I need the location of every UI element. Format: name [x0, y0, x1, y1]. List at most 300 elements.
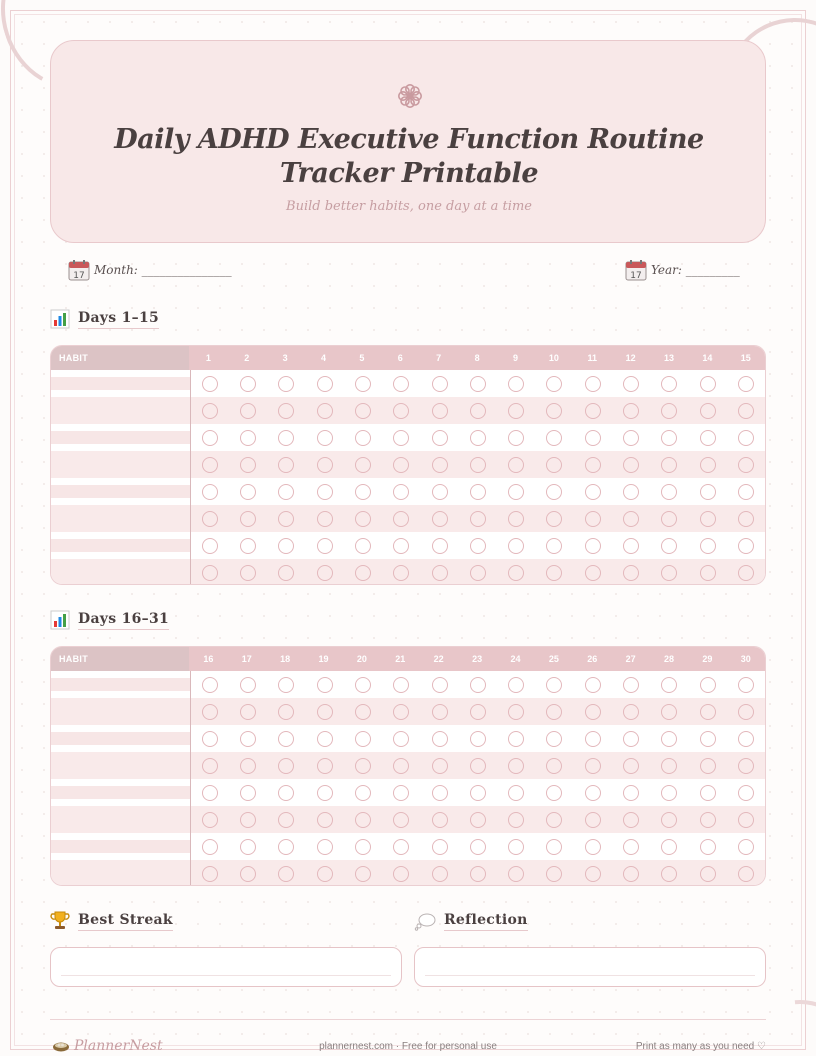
checkbox-circle[interactable]: [470, 785, 486, 801]
checkbox-circle[interactable]: [317, 812, 333, 828]
checkbox-circle[interactable]: [508, 812, 524, 828]
checkbox-circle[interactable]: [661, 866, 677, 882]
check-cell: [344, 451, 382, 478]
checkbox-circle[interactable]: [317, 677, 333, 693]
check-cell: [727, 505, 765, 532]
check-cell: [459, 505, 497, 532]
checkbox-circle[interactable]: [393, 839, 409, 855]
checkbox-circle[interactable]: [278, 677, 294, 693]
checkbox-circle[interactable]: [240, 565, 256, 581]
checkbox-circle[interactable]: [432, 538, 448, 554]
habit-name-cell[interactable]: [51, 725, 191, 752]
checkbox-circle[interactable]: [317, 511, 333, 527]
checkbox-circle[interactable]: [623, 538, 639, 554]
checkbox-circle[interactable]: [546, 812, 562, 828]
checkbox-circle[interactable]: [546, 484, 562, 500]
checkbox-circle[interactable]: [278, 403, 294, 419]
checkbox-circle[interactable]: [278, 538, 294, 554]
checkbox-circle[interactable]: [393, 457, 409, 473]
checkbox-circle[interactable]: [661, 812, 677, 828]
checkbox-circle[interactable]: [508, 677, 524, 693]
checkbox-circle[interactable]: [700, 704, 716, 720]
checkbox-circle[interactable]: [470, 731, 486, 747]
check-cell: [650, 833, 688, 860]
checkbox-circle[interactable]: [700, 538, 716, 554]
checkbox-circle[interactable]: [317, 758, 333, 774]
check-cell: [229, 370, 267, 397]
check-cell: [306, 833, 344, 860]
checkbox-circle[interactable]: [202, 677, 218, 693]
checkbox-circle[interactable]: [432, 731, 448, 747]
checkbox-circle[interactable]: [432, 812, 448, 828]
checkbox-circle[interactable]: [355, 758, 371, 774]
checkbox-circle[interactable]: [278, 731, 294, 747]
checkbox-circle[interactable]: [355, 538, 371, 554]
checkbox-circle[interactable]: [202, 758, 218, 774]
checkbox-circle[interactable]: [661, 457, 677, 473]
checkbox-circle[interactable]: [393, 403, 409, 419]
checkbox-circle[interactable]: [432, 839, 448, 855]
checkbox-circle[interactable]: [738, 565, 754, 581]
checkbox-circle[interactable]: [202, 484, 218, 500]
check-cell: [459, 559, 497, 585]
checkbox-circle[interactable]: [202, 839, 218, 855]
day-column-header: 7: [436, 353, 442, 363]
checkbox-circle[interactable]: [700, 677, 716, 693]
checkbox-circle[interactable]: [202, 812, 218, 828]
checkbox-circle[interactable]: [585, 677, 601, 693]
checkbox-circle[interactable]: [317, 457, 333, 473]
checkbox-circle[interactable]: [508, 511, 524, 527]
checkbox-circle[interactable]: [432, 430, 448, 446]
check-cell: [727, 779, 765, 806]
checkbox-circle[interactable]: [470, 430, 486, 446]
check-cell: [306, 478, 344, 505]
checkbox-circle[interactable]: [470, 403, 486, 419]
checkbox-circle[interactable]: [393, 704, 409, 720]
habit-name-cell[interactable]: [51, 833, 191, 860]
checkbox-circle[interactable]: [432, 866, 448, 882]
checkbox-circle[interactable]: [317, 565, 333, 581]
checkbox-circle[interactable]: [546, 565, 562, 581]
check-cell: [267, 779, 305, 806]
checkbox-circle[interactable]: [546, 704, 562, 720]
checkbox-circle[interactable]: [240, 704, 256, 720]
checkbox-circle[interactable]: [661, 403, 677, 419]
checkbox-circle[interactable]: [585, 565, 601, 581]
checkbox-circle[interactable]: [317, 731, 333, 747]
month-field[interactable]: [68, 258, 232, 282]
checkbox-circle[interactable]: [393, 565, 409, 581]
checkbox-circle[interactable]: [355, 457, 371, 473]
checkbox-circle[interactable]: [202, 457, 218, 473]
check-cell: [382, 532, 420, 559]
checkbox-circle[interactable]: [623, 758, 639, 774]
checkbox-circle[interactable]: [700, 376, 716, 392]
checkbox-circle[interactable]: [240, 376, 256, 392]
check-cell: [382, 478, 420, 505]
checkbox-circle[interactable]: [700, 430, 716, 446]
checkbox-circle[interactable]: [623, 565, 639, 581]
checkbox-circle[interactable]: [585, 812, 601, 828]
checkbox-circle[interactable]: [393, 538, 409, 554]
checkbox-circle[interactable]: [355, 731, 371, 747]
checkbox-circle[interactable]: [623, 839, 639, 855]
checkbox-circle[interactable]: [661, 704, 677, 720]
check-cell: [497, 860, 535, 886]
best-streak-input-box[interactable]: [50, 947, 402, 987]
checkbox-circle[interactable]: [317, 484, 333, 500]
checkbox-circle[interactable]: [355, 704, 371, 720]
checkbox-circle[interactable]: [317, 704, 333, 720]
checkbox-circle[interactable]: [202, 785, 218, 801]
checkbox-circle[interactable]: [202, 511, 218, 527]
checkbox-circle[interactable]: [240, 538, 256, 554]
checkbox-circle[interactable]: [317, 839, 333, 855]
checkbox-circle[interactable]: [240, 866, 256, 882]
checkbox-circle[interactable]: [432, 376, 448, 392]
checkbox-circle[interactable]: [470, 511, 486, 527]
habit-name-cell[interactable]: [51, 806, 191, 833]
checkbox-circle[interactable]: [546, 430, 562, 446]
checkbox-circle[interactable]: [700, 812, 716, 828]
checkbox-circle[interactable]: [546, 839, 562, 855]
checkbox-circle[interactable]: [546, 731, 562, 747]
table-row: [51, 698, 765, 725]
checkbox-circle[interactable]: [355, 785, 371, 801]
checkbox-circle[interactable]: [700, 565, 716, 581]
check-cell: [382, 752, 420, 779]
checkbox-circle[interactable]: [585, 457, 601, 473]
check-cell: [689, 532, 727, 559]
checkbox-circle[interactable]: [738, 704, 754, 720]
check-cell: [727, 397, 765, 424]
checkbox-circle[interactable]: [470, 839, 486, 855]
checkbox-circle[interactable]: [278, 376, 294, 392]
checkbox-circle[interactable]: [585, 704, 601, 720]
checkbox-circle[interactable]: [700, 785, 716, 801]
habit-name-cell[interactable]: [51, 451, 191, 478]
habit-name-cell[interactable]: [51, 671, 191, 698]
check-cell: [229, 559, 267, 585]
checkbox-circle[interactable]: [317, 538, 333, 554]
checkbox-circle[interactable]: [738, 484, 754, 500]
checkbox-circle[interactable]: [700, 758, 716, 774]
checkbox-circle[interactable]: [432, 457, 448, 473]
checkbox-circle[interactable]: [432, 511, 448, 527]
checkbox-circle[interactable]: [202, 731, 218, 747]
checkbox-circle[interactable]: [393, 785, 409, 801]
checkbox-circle[interactable]: [432, 677, 448, 693]
checkbox-circle[interactable]: [355, 511, 371, 527]
bar-chart-icon: [50, 610, 70, 630]
checkbox-circle[interactable]: [623, 430, 639, 446]
checkbox-circle[interactable]: [317, 403, 333, 419]
checkbox-circle[interactable]: [393, 866, 409, 882]
check-cell: [497, 698, 535, 725]
habit-name-cell[interactable]: [51, 505, 191, 532]
year-field[interactable]: [625, 258, 740, 282]
checkbox-circle[interactable]: [738, 403, 754, 419]
checkbox-circle[interactable]: [355, 430, 371, 446]
checkbox-circle[interactable]: [700, 403, 716, 419]
check-cell: [459, 424, 497, 451]
checkbox-circle[interactable]: [546, 866, 562, 882]
checkbox-circle[interactable]: [661, 430, 677, 446]
checkbox-circle[interactable]: [202, 430, 218, 446]
checkbox-circle[interactable]: [470, 538, 486, 554]
checkbox-circle[interactable]: [585, 758, 601, 774]
checkbox-circle[interactable]: [738, 758, 754, 774]
checkbox-circle[interactable]: [355, 565, 371, 581]
checkbox-circle[interactable]: [393, 731, 409, 747]
checkbox-circle[interactable]: [240, 731, 256, 747]
checkbox-circle[interactable]: [470, 758, 486, 774]
checkbox-circle[interactable]: [661, 511, 677, 527]
checkbox-circle[interactable]: [546, 457, 562, 473]
checkbox-circle[interactable]: [623, 677, 639, 693]
checkbox-circle[interactable]: [470, 812, 486, 828]
checkbox-circle[interactable]: [585, 376, 601, 392]
habit-name-cell[interactable]: [51, 424, 191, 451]
habit-name-cell[interactable]: [51, 478, 191, 505]
checkbox-circle[interactable]: [470, 677, 486, 693]
checkbox-circle[interactable]: [738, 677, 754, 693]
checkbox-circle[interactable]: [585, 839, 601, 855]
checkbox-circle[interactable]: [240, 457, 256, 473]
checkbox-circle[interactable]: [278, 430, 294, 446]
checkbox-circle[interactable]: [508, 403, 524, 419]
checkbox-circle[interactable]: [738, 839, 754, 855]
check-cell: [574, 725, 612, 752]
checkbox-circle[interactable]: [278, 785, 294, 801]
checkbox-circle[interactable]: [661, 484, 677, 500]
checkbox-circle[interactable]: [240, 430, 256, 446]
checkbox-circle[interactable]: [546, 785, 562, 801]
checkbox-circle[interactable]: [585, 484, 601, 500]
checkbox-circle[interactable]: [355, 403, 371, 419]
checkbox-circle[interactable]: [661, 565, 677, 581]
checkbox-circle[interactable]: [700, 731, 716, 747]
habit-name-cell[interactable]: [51, 779, 191, 806]
checkbox-circle[interactable]: [393, 812, 409, 828]
checkbox-circle[interactable]: [585, 866, 601, 882]
checkbox-circle[interactable]: [700, 839, 716, 855]
checkbox-circle[interactable]: [355, 376, 371, 392]
checkbox-circle[interactable]: [240, 484, 256, 500]
checkbox-circle[interactable]: [432, 565, 448, 581]
checkbox-circle[interactable]: [202, 565, 218, 581]
checkbox-circle[interactable]: [661, 785, 677, 801]
checkbox-circle[interactable]: [240, 785, 256, 801]
checkbox-circle[interactable]: [278, 457, 294, 473]
check-cell: [382, 559, 420, 585]
checkbox-circle[interactable]: [623, 511, 639, 527]
checkbox-circle[interactable]: [508, 704, 524, 720]
checkbox-circle[interactable]: [278, 484, 294, 500]
checkbox-circle[interactable]: [393, 376, 409, 392]
checkbox-circle[interactable]: [470, 565, 486, 581]
check-cell: [306, 806, 344, 833]
checkbox-circle[interactable]: [623, 785, 639, 801]
checkbox-circle[interactable]: [355, 839, 371, 855]
checkbox-circle[interactable]: [585, 785, 601, 801]
checkbox-circle[interactable]: [202, 704, 218, 720]
checkbox-circle[interactable]: [278, 812, 294, 828]
checkbox-circle[interactable]: [432, 758, 448, 774]
habit-name-cell[interactable]: [51, 532, 191, 559]
check-cell: [689, 860, 727, 886]
checkbox-circle[interactable]: [317, 430, 333, 446]
checkbox-circle[interactable]: [355, 812, 371, 828]
checkbox-circle[interactable]: [546, 758, 562, 774]
checkbox-circle[interactable]: [278, 839, 294, 855]
checkbox-circle[interactable]: [470, 457, 486, 473]
checkbox-circle[interactable]: [738, 812, 754, 828]
habit-name-cell[interactable]: [51, 698, 191, 725]
checkbox-circle[interactable]: [240, 677, 256, 693]
check-cell: [727, 559, 765, 585]
checkbox-circle[interactable]: [202, 538, 218, 554]
check-cell: [344, 779, 382, 806]
checkbox-circle[interactable]: [546, 677, 562, 693]
checkbox-circle[interactable]: [738, 538, 754, 554]
checkbox-circle[interactable]: [700, 511, 716, 527]
checkbox-circle[interactable]: [393, 484, 409, 500]
checkbox-circle[interactable]: [661, 538, 677, 554]
checkbox-circle[interactable]: [432, 484, 448, 500]
checkbox-circle[interactable]: [623, 704, 639, 720]
reflection-input-box[interactable]: [414, 947, 766, 987]
checkbox-circle[interactable]: [738, 866, 754, 882]
checkbox-circle[interactable]: [700, 457, 716, 473]
habit-name-cell[interactable]: [51, 559, 191, 585]
checkbox-circle[interactable]: [661, 376, 677, 392]
checkbox-circle[interactable]: [355, 484, 371, 500]
checkbox-circle[interactable]: [508, 839, 524, 855]
checkbox-circle[interactable]: [508, 484, 524, 500]
checkbox-circle[interactable]: [508, 457, 524, 473]
checkbox-circle[interactable]: [738, 430, 754, 446]
checkbox-circle[interactable]: [700, 866, 716, 882]
checkbox-circle[interactable]: [508, 785, 524, 801]
check-cell: [535, 860, 573, 886]
check-cell: [650, 505, 688, 532]
check-cell: [267, 424, 305, 451]
checkbox-circle[interactable]: [623, 403, 639, 419]
checkbox-circle[interactable]: [546, 511, 562, 527]
checkbox-circle[interactable]: [470, 866, 486, 882]
checkbox-circle[interactable]: [508, 731, 524, 747]
check-cell: [650, 698, 688, 725]
checkbox-circle[interactable]: [546, 403, 562, 419]
checkbox-circle[interactable]: [393, 430, 409, 446]
checkbox-circle[interactable]: [585, 430, 601, 446]
checkbox-circle[interactable]: [738, 731, 754, 747]
checkbox-circle[interactable]: [240, 758, 256, 774]
checkbox-circle[interactable]: [240, 812, 256, 828]
checkbox-circle[interactable]: [700, 484, 716, 500]
checkbox-circle[interactable]: [585, 731, 601, 747]
checkbox-circle[interactable]: [738, 376, 754, 392]
checkbox-circle[interactable]: [278, 511, 294, 527]
checkbox-circle[interactable]: [432, 403, 448, 419]
check-cell: [497, 806, 535, 833]
check-cell: [229, 752, 267, 779]
checkbox-circle[interactable]: [585, 403, 601, 419]
checkbox-circle[interactable]: [278, 565, 294, 581]
checkbox-circle[interactable]: [202, 376, 218, 392]
checkbox-circle[interactable]: [240, 511, 256, 527]
checkbox-circle[interactable]: [470, 704, 486, 720]
checkbox-circle[interactable]: [393, 677, 409, 693]
checkbox-circle[interactable]: [661, 731, 677, 747]
checkbox-circle[interactable]: [546, 538, 562, 554]
checkbox-circle[interactable]: [585, 538, 601, 554]
checkbox-circle[interactable]: [202, 866, 218, 882]
checkbox-circle[interactable]: [470, 376, 486, 392]
checkbox-circle[interactable]: [585, 511, 601, 527]
habit-name-cell[interactable]: [51, 860, 191, 886]
checkbox-circle[interactable]: [355, 677, 371, 693]
habit-name-cell[interactable]: [51, 397, 191, 424]
check-cell: [574, 752, 612, 779]
check-cell: [267, 725, 305, 752]
checkbox-circle[interactable]: [508, 758, 524, 774]
checkbox-circle[interactable]: [738, 457, 754, 473]
checkbox-circle[interactable]: [738, 785, 754, 801]
checkbox-circle[interactable]: [546, 376, 562, 392]
checkbox-circle[interactable]: [240, 839, 256, 855]
checkbox-circle[interactable]: [508, 430, 524, 446]
habit-name-cell[interactable]: [51, 752, 191, 779]
checkbox-circle[interactable]: [623, 457, 639, 473]
checkbox-circle[interactable]: [738, 511, 754, 527]
checkbox-circle[interactable]: [623, 376, 639, 392]
checkbox-circle[interactable]: [278, 758, 294, 774]
checkbox-circle[interactable]: [623, 484, 639, 500]
habit-column-header: HABIT: [51, 346, 189, 370]
checkbox-circle[interactable]: [623, 731, 639, 747]
checkbox-circle[interactable]: [508, 565, 524, 581]
checkbox-circle[interactable]: [661, 758, 677, 774]
checkbox-circle[interactable]: [317, 376, 333, 392]
checkbox-circle[interactable]: [278, 704, 294, 720]
checkbox-circle[interactable]: [202, 403, 218, 419]
checkbox-circle[interactable]: [240, 403, 256, 419]
checkbox-circle[interactable]: [393, 511, 409, 527]
checkbox-circle[interactable]: [508, 866, 524, 882]
checkbox-circle[interactable]: [623, 812, 639, 828]
checkbox-circle[interactable]: [317, 866, 333, 882]
checkbox-circle[interactable]: [432, 704, 448, 720]
check-cell: [574, 478, 612, 505]
checkbox-circle[interactable]: [508, 538, 524, 554]
checkbox-circle[interactable]: [623, 866, 639, 882]
checkbox-circle[interactable]: [508, 376, 524, 392]
check-cell: [191, 559, 229, 585]
checkbox-circle[interactable]: [470, 484, 486, 500]
checkbox-circle[interactable]: [317, 785, 333, 801]
checkbox-circle[interactable]: [393, 758, 409, 774]
checkbox-circle[interactable]: [661, 677, 677, 693]
checkbox-circle[interactable]: [661, 839, 677, 855]
check-cell: [229, 671, 267, 698]
checkbox-circle[interactable]: [355, 866, 371, 882]
checkbox-circle[interactable]: [278, 866, 294, 882]
checkbox-circle[interactable]: [432, 785, 448, 801]
habit-name-cell[interactable]: [51, 370, 191, 397]
